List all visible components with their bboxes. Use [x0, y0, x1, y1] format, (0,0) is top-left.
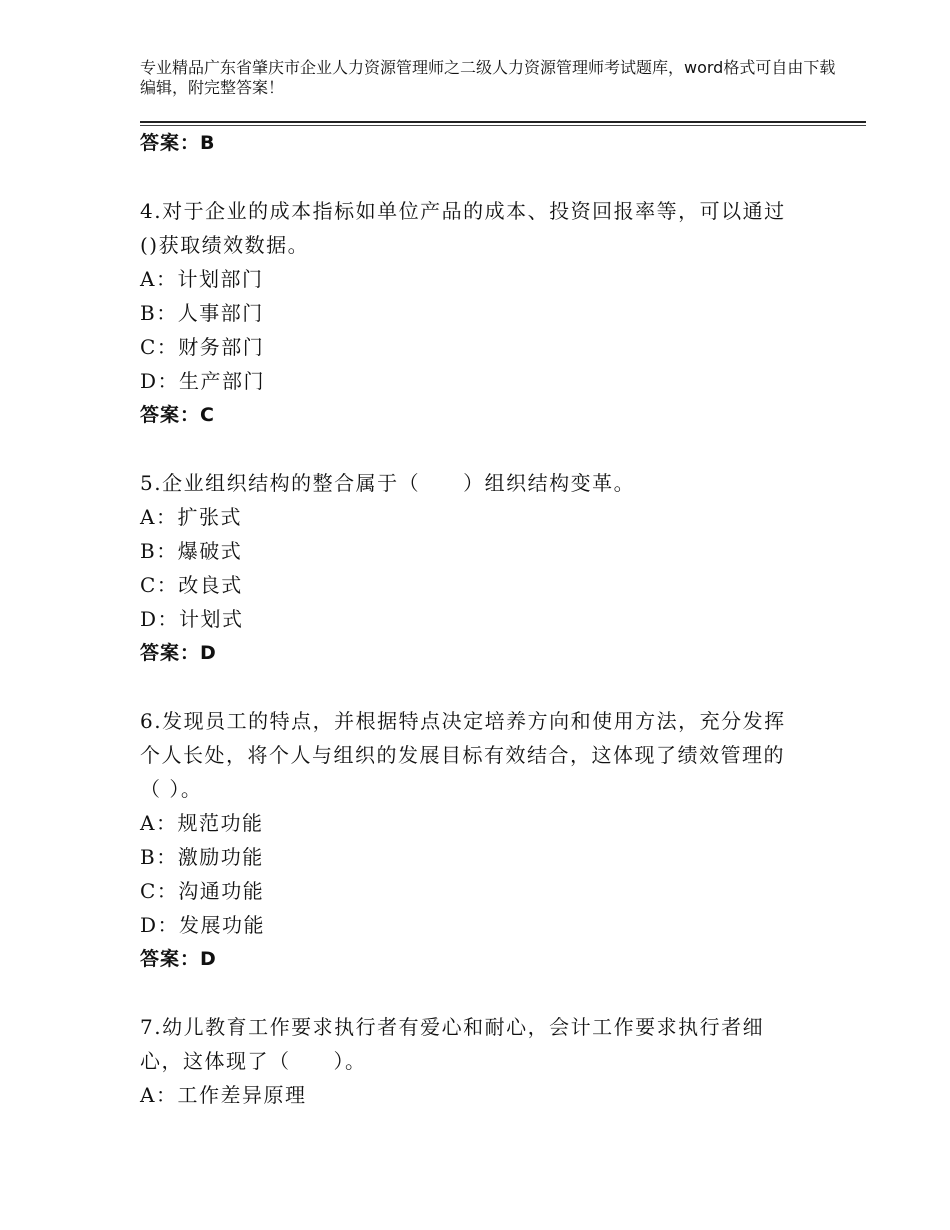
question-6 — [140, 704, 800, 976]
page-header — [140, 58, 840, 98]
question-5 — [140, 466, 800, 670]
option-b: B：人事部门 — [140, 301, 264, 325]
option-a: A：计划部门 — [140, 267, 264, 291]
question-stem: 5.企业组织结构的整合属于（ ）组织结构变革。 — [140, 471, 636, 495]
question-stem: 4.对于企业的成本指标如单位产品的成本、投资回报率等，可以通过 — [140, 199, 786, 223]
spacer — [140, 432, 800, 466]
question-4 — [140, 194, 800, 432]
option-d: D：发展功能 — [140, 913, 266, 937]
option-d: D：生产部门 — [140, 369, 266, 393]
question-stem: ()获取绩效数据。 — [140, 233, 310, 257]
option-c: C：沟通功能 — [140, 879, 265, 903]
option-a: A：工作差异原理 — [140, 1083, 307, 1107]
spacer — [140, 670, 800, 704]
option-c: C：财务部门 — [140, 335, 265, 359]
spacer — [140, 976, 800, 1010]
option-d: D：计划式 — [140, 607, 244, 631]
question-stem: 6.发现员工的特点，并根据特点决定培养方向和使用方法，充分发挥 — [140, 709, 786, 733]
question-stem: 个人长处，将个人与组织的发展目标有效结合，这体现了绩效管理的 — [140, 743, 785, 767]
spacer — [140, 160, 800, 194]
header-title: 专业精品广东省肇庆市企业人力资源管理师之二级人力资源管理师考试题库，word格式可自由下载编辑，附完整答案！ — [140, 58, 836, 97]
answer-label: 答案：B — [140, 132, 216, 154]
answer-label: 答案：C — [140, 404, 215, 426]
question-stem: 7.幼儿教育工作要求执行者有爱心和耐心，会计工作要求执行者细 — [140, 1015, 765, 1039]
question-stem: （ ）。 — [140, 777, 203, 801]
question-stem: 心，这体现了（ ）。 — [140, 1049, 367, 1073]
option-a: A：扩张式 — [140, 505, 242, 529]
question-7 — [140, 1010, 800, 1112]
option-b: B：爆破式 — [140, 539, 243, 563]
option-b: B：激励功能 — [140, 845, 264, 869]
header-divider-thick — [140, 121, 866, 123]
option-a: A：规范功能 — [140, 811, 264, 835]
answer-label: 答案：D — [140, 948, 217, 970]
option-c: C：改良式 — [140, 573, 243, 597]
answer-label: 答案：D — [140, 642, 217, 664]
question-list — [140, 126, 800, 1112]
